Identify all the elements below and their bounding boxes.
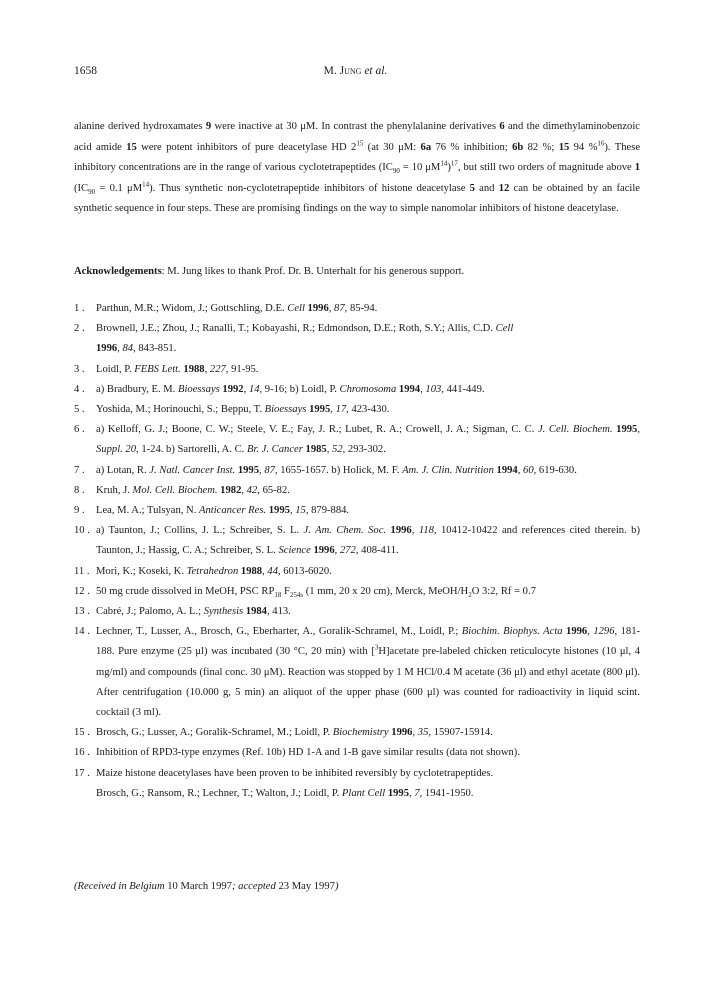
reference-item: 2 . Brownell, J.E.; Zhou, J.; Ranalli, T.; Kobayashi, R.; Edmondson, D.E.; Roth, S.Y.; Allis, C.D. Cell 1996, 84, 843-851. <box>74 323 514 355</box>
reference-item: 10 . a) Taunton, J.; Collins, J. L.; Schreiber, S. L. J. Am. Chem. Soc. 1996, 118, 10412-10422 and references cited therein. b) Taunton, J.; Hassig, C. A.; Schreiber, S. L. Science 1996, 272, 408-411. <box>74 525 640 557</box>
reference-list <box>74 299 640 804</box>
reference-item: 7 . a) Lotan, R. J. Natl. Cancer Inst. 1995, 87, 1655-1657. b) Holick, M. F. Am. J. Clin. Nutrition 1994, 60, 619-630. <box>74 464 577 476</box>
acknowledgements-heading: Acknowledgements <box>74 266 162 277</box>
reference-item: 9 . Lea, M. A.; Tulsyan, N. Anticancer Res. 1995, 15, 879-884. <box>74 505 350 517</box>
reference-item: 11 . Mori, K.; Koseki, K. Tetrahedron 1988, 44, 6013-6020. <box>74 565 332 577</box>
reference-item: 4 . a) Bradbury, E. M. Bioessays 1992, 14, 9-16; b) Loidl, P. Chromosoma 1994, 103, 441-449. <box>74 383 485 395</box>
reference-item: 17 . Maize histone deacetylases have been proven to be inhibited reversibly by cyclotetrapeptides. Brosch, G.; Ransom, R.; Lechner, T.; Walton, J.; Loidl, P. Plant Cell 1995, 7, 1941-1950. <box>74 767 494 799</box>
reference-item: 12 . 50 mg crude dissolved in MeOH, PSC $RP_{18}$ $F_{254s}$ (1 mm, 20 x 20 cm), Merck, MeOH/$H_2O$ 3:2, Rf = 0.7 <box>74 585 536 599</box>
acknowledgements: Acknowledgements: M. Jung likes to thank Prof. Dr. B. Unterhalt for his generous support. <box>74 266 465 277</box>
running-head-author: M. Jung et al. <box>323 65 388 77</box>
reference-item: 5 . Yoshida, M.; Horinouchi, S.; Beppu, T. Bioessays 1995, 17, 423-430. <box>74 404 390 416</box>
reference-item: 1 . Parthun, M.R.; Widom, J.; Gottschling, D.E. Cell 1996, 87, 85-94. <box>74 303 378 314</box>
reference-item: 14 . Lechner, T., Lusser, A., Brosch, G., Eberharter, A., Goralik-Schramel, M., Loidl, P.; Biochim. Biophys. Acta 1996, 1296, 181-188. Pure enzyme (25 μl) was incubated (30 °C, 20 min) with [$^3$H]acetate pre-labeled chicken reticulocyte histones (10 μl, 4 mg/ml) and compounds (final conc. 30 μM). Reaction was stopped by 1 M HCl/0.4 M acetate (36 μl) and ethyl acetate (800 μl). After centrifugation (10.000 g, 5 min) an aliquot of the upper phase (600 μl) was counted for radioactivity in liquid scint. cocktail (3 ml). <box>74 626 641 719</box>
reference-item: 6 . a) Kelloff, G. J.; Boone, C. W.; Steele, V. E.; Fay, J. R.; Lubet, R. A.; Crowell, J. A.; Sigman, C. C. J. Cell. Biochem. 1995, Suppl. 20, 1-24. b) Sartorelli, A. C. Br. J. Cancer 1985, 52, 293-302. <box>74 424 640 456</box>
reference-item: 15 . Brosch, G.; Lusser, A.; Goralik-Schramel, M.; Loidl, P. Biochemistry 1996, 35, 15907-15914. <box>74 727 493 739</box>
reference-item: 3 . Loidl, P. FEBS Lett. 1988, 227, 91-95. <box>74 363 259 375</box>
reference-item: 16 . Inhibition of RPD3-type enzymes (Ref. 10b) HD 1-A and 1-B gave similar results (data not shown). <box>74 747 520 759</box>
received-accepted-dates: (Received in Belgium 10 March 1997; accepted 23 May 1997) <box>74 881 339 892</box>
page-number: 1658 <box>74 65 97 77</box>
reference-item: 13 . Cabré, J.; Palomo, A. L.; Synthesis 1984, 413. <box>74 606 291 618</box>
reference-item: 8 . Kruh, J. Mol. Cell. Biochem. 1982, 42, 65-82. <box>74 484 290 496</box>
intro-paragraph: alanine derived hydroxamates 9 were inactive at 30 μM. In contrast the phenylalanine derivatives 6 and the dimethylaminobenzoic acid amide 15 were potent inhibitors of pure deacetylase HD $2^{15}$ (at 30 μM: 6a 76 % inhibition; 6b 82 %; 15 94 %$^{16}$). These inhibitory concentrations are in the range of various cyclotetrapeptides ($IC_{90} = 10$ $\mu M^{14})^{17}$, but still two orders of magnitude above 1 ($IC_{90} = 0.1$ $\mu M^{14}$). Thus synthetic non-cyclotetrapeptide inhibitors of histone deacetylase 5 and 12 can be obtained by an facile synthetic sequence in four steps. These are promising findings on the way to simple nanomolar inhibitors of histone deacetylase. <box>74 121 641 215</box>
running-header <box>0 65 711 83</box>
